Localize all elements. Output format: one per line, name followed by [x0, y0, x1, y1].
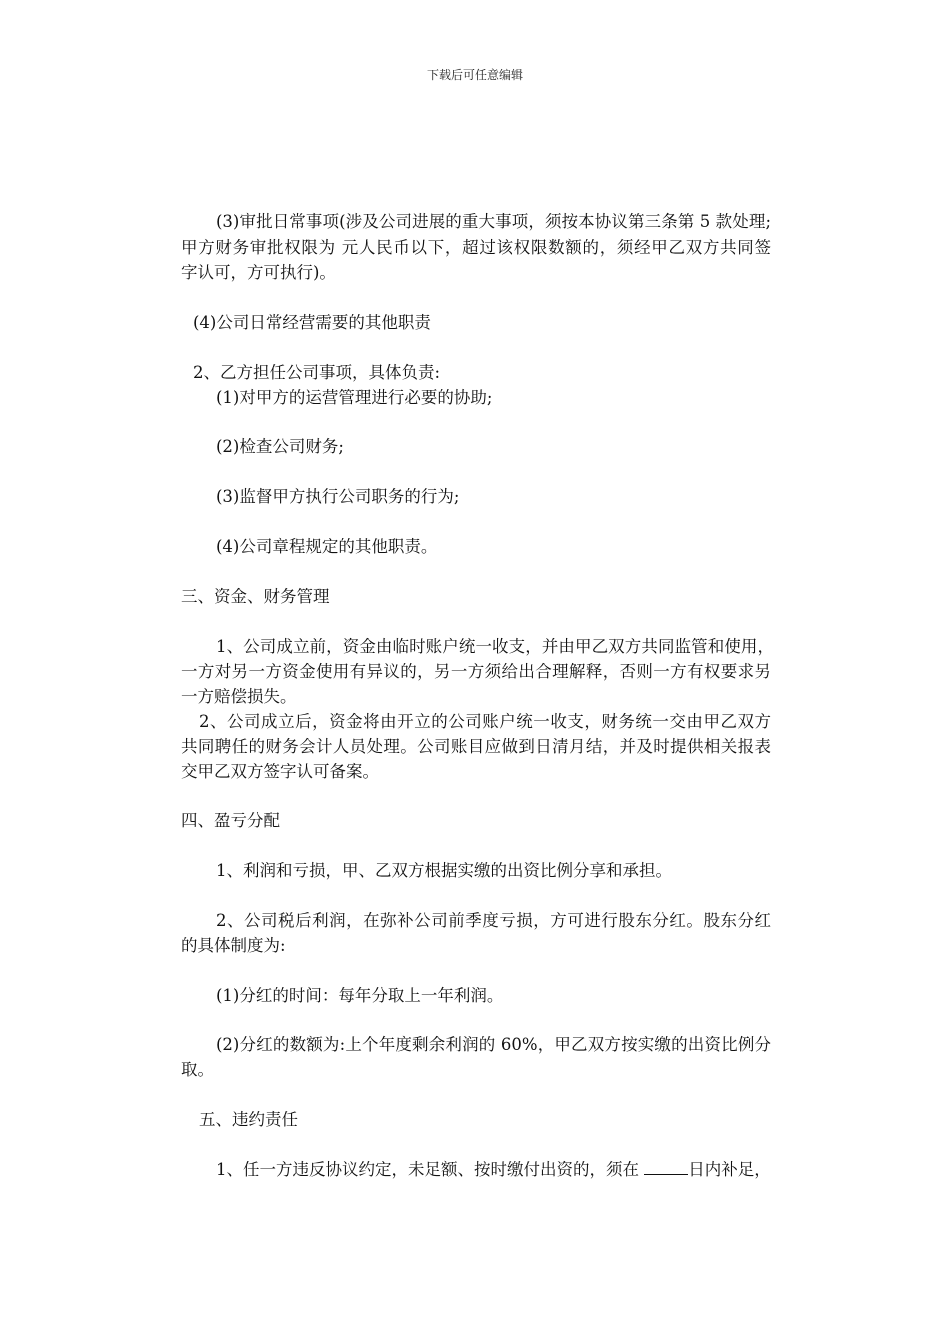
section-heading: 三、资金、财务管理: [181, 587, 330, 606]
paragraph-line: 甲方财务审批权限为 元人民币以下，超过该权限数额的，须经甲乙双方共同签: [181, 238, 771, 257]
fill-in-blank: [644, 1160, 688, 1175]
paragraph-line: 共同聘任的财务会计人员处理。公司账目应做到日清月结，并及时提供相关报表: [181, 737, 771, 756]
list-item: (1)对甲方的运营管理进行必要的协助;: [216, 388, 493, 407]
paragraph-text: 日内补足，: [688, 1160, 771, 1179]
paragraph-line: 交甲乙双方签字认可备案。: [181, 762, 379, 781]
paragraph-line: 取。: [181, 1060, 214, 1079]
list-item: (2)检查公司财务;: [216, 437, 344, 456]
paragraph-line: 一方赔偿损失。: [181, 687, 297, 706]
paragraph-line: 字认可，方可执行)。: [181, 263, 336, 282]
paragraph-text: 1、任一方违反协议约定，未足额、按时缴付出资的，须在: [216, 1160, 645, 1179]
list-item: (3)监督甲方执行公司职务的行为;: [216, 487, 460, 506]
section-heading: 四、盈亏分配: [181, 811, 280, 830]
page-header: 下载后可任意编辑: [426, 68, 523, 82]
paragraph-line: [216, 1160, 771, 1180]
paragraph-line: 2、公司成立后，资金将由开立的公司账户统一收支，财务统一交由甲乙双方: [199, 712, 771, 731]
paragraph-line: 一方对另一方资金使用有异议的，另一方须给出合理解释，否则一方有权要求另: [181, 662, 771, 681]
paragraph-line: (4)公司日常经营需要的其他职责: [193, 313, 431, 332]
section-item-title: 2、乙方担任公司事项，具体负责:: [193, 363, 441, 382]
section-heading: 五、违约责任: [199, 1110, 298, 1129]
list-item: (1)分红的时间：每年分取上一年利润。: [216, 986, 504, 1005]
paragraph-line: 1、利润和亏损，甲、乙双方根据实缴的出资比例分享和承担。: [216, 861, 672, 880]
paragraph-line: (3)审批日常事项(涉及公司进展的重大事项，须按本协议第三条第 5 款处理;: [216, 212, 771, 231]
list-item: (2)分红的数额为:上个年度剩余利润的 60%，甲乙双方按实缴的出资比例分: [216, 1035, 771, 1054]
list-item: (4)公司章程规定的其他职责。: [216, 537, 438, 556]
paragraph-line: 2、公司税后利润，在弥补公司前季度亏损，方可进行股东分红。股东分红: [216, 911, 771, 930]
paragraph-line: 1、公司成立前，资金由临时账户统一收支，并由甲乙双方共同监管和使用，: [216, 637, 774, 656]
paragraph-line: 的具体制度为:: [181, 936, 286, 955]
